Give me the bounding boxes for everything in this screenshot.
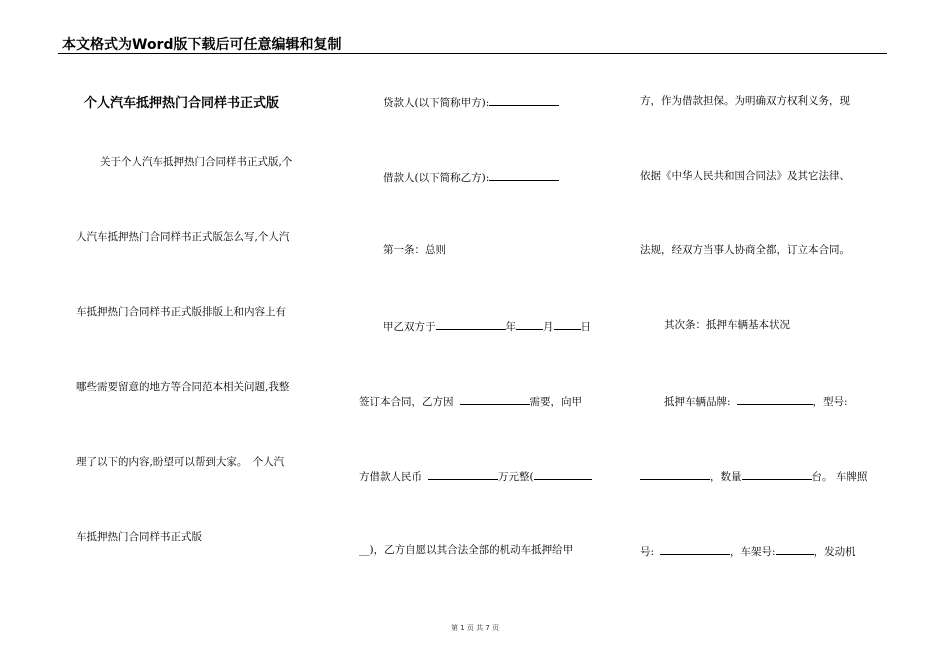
col2-line-4	[383, 318, 591, 334]
lender-blank	[489, 94, 559, 106]
borrower-label: 借款人(以下简称乙方):	[383, 172, 490, 184]
col1-line-2: 人汽车抵押热门合同样书正式版怎么写,个人汽	[76, 231, 290, 243]
reason-suffix: 需要，向甲	[529, 396, 582, 408]
brand-label: 抵押车辆品牌:	[664, 396, 731, 408]
col2-line-7: __)，乙方自愿以其合法全部的机动车抵押给甲	[359, 544, 574, 556]
header-divider	[58, 53, 887, 54]
col2-line-5	[359, 393, 582, 409]
page-number: 第 1 页 共 7 页	[450, 624, 500, 632]
col1-line-3: 车抵押热门合同样书正式版排版上和内容上有	[76, 306, 286, 318]
year-unit: 年	[505, 321, 516, 333]
col3-line-5	[664, 393, 848, 409]
model-blank	[640, 468, 710, 480]
year-blank	[436, 318, 506, 330]
reason-prefix: 签订本合同，乙方因	[359, 396, 454, 408]
plate-number-blank	[660, 543, 730, 555]
quantity-label: ，数量	[710, 471, 742, 483]
col1-line-6: 车抵押热门合同样书正式版	[76, 531, 202, 543]
col1-line-1: 关于个人汽车抵押热门合同样书正式版,个	[100, 156, 293, 168]
month-blank	[516, 318, 543, 330]
col3-line-3: 法规，经双方当事人协商全都，订立本合同。	[640, 244, 850, 256]
header-title: 本文格式为Word版下载后可任意编辑和复制	[62, 37, 342, 53]
month-unit: 月	[543, 321, 554, 333]
col1-line-4: 哪些需要留意的地方等合同范本相关问题,我整	[76, 381, 290, 393]
col2-line-6	[359, 468, 592, 484]
borrower-blank	[489, 169, 559, 181]
plate-number-label: 号:	[640, 546, 655, 558]
amount-prefix: 方借款人民币	[359, 471, 422, 483]
col2-line-2	[383, 169, 559, 185]
reason-blank	[460, 393, 530, 405]
vin-label: ，车架号:	[730, 546, 776, 558]
col3-line-7	[640, 543, 856, 559]
date-prefix: 甲乙双方于	[383, 321, 436, 333]
brand-blank	[737, 393, 813, 405]
quantity-blank	[742, 468, 812, 480]
plate-label: 台。 车牌照	[811, 471, 868, 483]
vin-blank	[776, 543, 814, 555]
col1-line-5: 理了以下的内容,盼望可以帮到大家。 个人汽	[76, 456, 285, 468]
amount-blank	[428, 468, 498, 480]
model-label: ，型号:	[812, 396, 848, 408]
lender-label: 贷款人(以下简称甲方):	[383, 97, 490, 109]
col3-line-4: 其次条：抵押车辆基本状况	[664, 319, 790, 331]
col2-line-1	[383, 94, 559, 110]
day-unit: 日	[580, 321, 591, 333]
day-blank	[554, 318, 581, 330]
document-title: 个人汽车抵押热门合同样书正式版	[84, 96, 280, 111]
col3-line-1: 方，作为借款担保。为明确双方权利义务，现	[640, 95, 850, 107]
amount-suffix: 万元整(	[498, 471, 534, 483]
amount-words-blank	[534, 468, 592, 480]
col3-line-6	[640, 468, 867, 484]
engine-label: ，发动机	[813, 546, 856, 558]
col2-line-3: 第一条：总则	[383, 244, 446, 256]
col3-line-2: 依据《中华人民共和国合同法》及其它法律、	[640, 170, 850, 182]
